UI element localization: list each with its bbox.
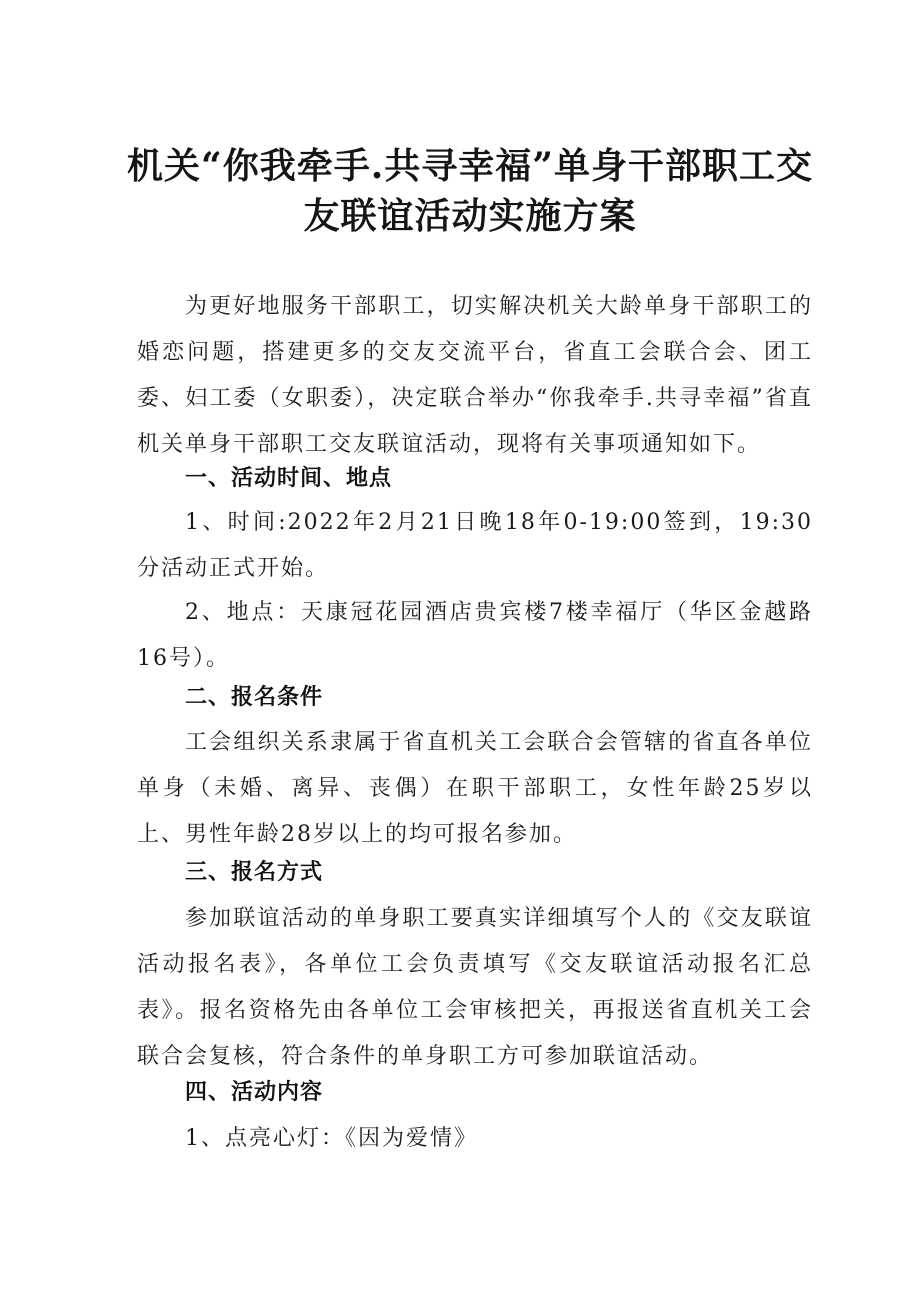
section-1-heading: 一、活动时间、地点 (185, 466, 393, 491)
section-4-heading: 四、活动内容 (185, 1080, 324, 1105)
intro-paragraph: 为更好地服务干部职工，切实解决机关大龄单身干部职工的婚恋问题，搭建更多的交友交流平台，省直工会联合会、团工委、妇工委（女职委），决定联合举办“你我牵手.共寻幸福”省直机关单身干部职工交友联谊活动，现将有关事项通知如下。 (137, 294, 813, 457)
section-1-paragraph-1: 1、时间:2022年2月21日晚18年0-19:00签到，19:30分活动正式开始。 (137, 510, 813, 581)
section-3-heading: 三、报名方式 (185, 860, 324, 885)
document-title-line-2: 友联谊活动实施方案 (303, 195, 637, 237)
section-1-paragraph-2: 2、地点：天康冠花园酒店贵宾楼7楼幸福厅（华区金越路16号）。 (137, 600, 813, 671)
section-4-paragraph-1: 1、点亮心灯：《因为爱情》 (185, 1126, 478, 1151)
section-2-heading: 二、报名条件 (185, 685, 324, 710)
document-title-line-1: 机关“你我牵手.共寻幸福”单身干部职工交 (127, 145, 813, 187)
section-3-paragraph-1: 参加联谊活动的单身职工要真实详细填写个人的《交友联谊活动报名表》，各单位工会负责填写《交友联谊活动报名汇总表》。报名资格先由各单位工会审核把关，再报送省直机关工会联合会复核，符合条件的单身职工方可参加联谊活动。 (137, 906, 813, 1069)
section-2-paragraph-1: 工会组织关系隶属于省直机关工会联合会管辖的省直各单位单身（未婚、离异、丧偶）在职干部职工，女性年龄25岁以上、男性年龄28岁以上的均可报名参加。 (137, 730, 813, 847)
